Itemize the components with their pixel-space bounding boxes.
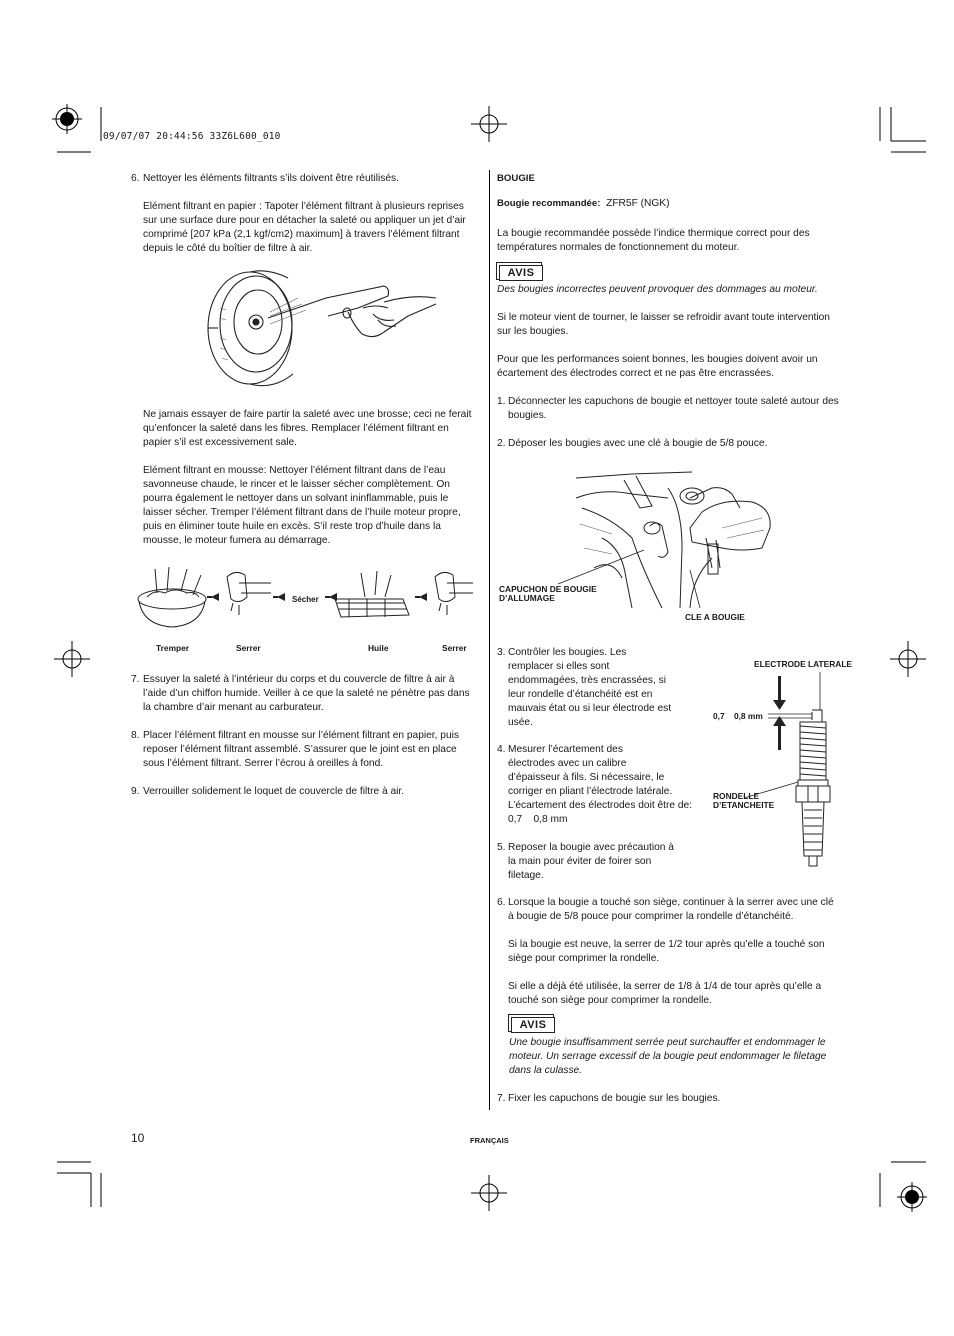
label-sealing-washer-line2: D’ETANCHEITE bbox=[713, 800, 775, 810]
text-line: siège pour comprimer la rondelle. bbox=[508, 953, 660, 964]
text-line: à bougie de 5/8 pouce pour comprimer la rondelle d’étanchéité. bbox=[508, 911, 794, 922]
text-line: Lorsque la bougie a touché son siège, continuer à la serrer avec une clé bbox=[508, 897, 834, 908]
section-heading: BOUGIE bbox=[497, 173, 535, 184]
text-line: Déposer les bougies avec une clé à bougie de 5/8 pouce. bbox=[508, 438, 768, 449]
text-line: comprimé [207 kPa (2,1 kgf/cm2) maximum] à travers l’élément filtrant bbox=[143, 229, 460, 240]
label-gap: 0,7 0,8 mm bbox=[713, 711, 763, 721]
text-line: corriger en pliant l’électrode latérale. bbox=[508, 786, 673, 797]
text-line: l’aide d’un chiffon humide. Veiller à ce que la saleté ne pénètre pas dans bbox=[143, 688, 470, 699]
text-line: mousse, le moteur fumera au démarrage. bbox=[143, 535, 331, 546]
step-number: 5. bbox=[497, 842, 506, 853]
step-number: 7. bbox=[497, 1093, 506, 1104]
crosshair-right bbox=[890, 641, 926, 677]
avis-text: Des bougies incorrectes peuvent provoquer des dommages au moteur. bbox=[497, 284, 818, 295]
step-number: 6. bbox=[497, 897, 506, 908]
gap-value: 0,7 0,8 mm bbox=[508, 814, 568, 825]
text-line: reposer l’élément filtrant assemblé. S’assurer que le joint est en place bbox=[143, 744, 457, 755]
text-line: savonneuse chaude, le rincer et le laisser sécher complètement. On bbox=[143, 479, 450, 490]
column-divider bbox=[489, 170, 490, 1110]
text-line: filetage. bbox=[508, 870, 544, 881]
text-line: Placer l’élément filtrant en mousse sur l’élément filtrant en papier, puis bbox=[143, 730, 459, 741]
recommended-plug bbox=[497, 197, 670, 211]
text-line: Si le moteur vient de tourner, le laisser se refroidir avant toute intervention bbox=[497, 312, 830, 323]
text-line: dans la culasse. bbox=[509, 1065, 583, 1076]
text-line: Elément filtrant en papier : Tapoter l’élément filtrant à plusieurs reprises bbox=[143, 201, 464, 212]
text-line: usée. bbox=[508, 717, 533, 728]
text-line: sous l’élément filtrant. Serrer l’écrou à oreilles à fond. bbox=[143, 758, 384, 769]
text-line: touché son siège pour comprimer la rondelle. bbox=[508, 995, 712, 1006]
text-line: laisser sécher. Tremper l’élément filtrant dans de l’huile moteur propre, bbox=[143, 507, 461, 518]
text-line: Fixer les capuchons de bougie sur les bougies. bbox=[508, 1093, 721, 1104]
leader-lines-fig1 bbox=[540, 550, 740, 610]
step-number: 7. bbox=[131, 674, 140, 685]
text-line: électrodes avec un calibre bbox=[508, 758, 627, 769]
step-number: 4. bbox=[497, 744, 506, 755]
text-line: sur une surface dure pour en détacher la saleté ou appliquer un jet d’air bbox=[143, 215, 466, 226]
step-number: 9. bbox=[131, 786, 140, 797]
text-line: depuis le côté du boîtier de filtre à air. bbox=[143, 243, 313, 254]
text-line: Une bougie insuffisamment serrée peut surchauffer et endommager le bbox=[509, 1037, 826, 1048]
text-line: Essuyer la saleté à l’intérieur du corps et du couvercle de filtre à air à bbox=[143, 674, 455, 685]
text-line: températures normales de fonctionnement du moteur. bbox=[497, 242, 740, 253]
text-line: remplacer si elles sont bbox=[508, 661, 610, 672]
print-timestamp: 09/07/07 20:44:56 33Z6L600_010 bbox=[103, 131, 281, 142]
text-line: la main pour éviter de foirer son bbox=[508, 856, 652, 867]
spark-plug-diagram bbox=[768, 670, 858, 870]
label-spark-plug-cap: CAPUCHON DE BOUGIE bbox=[499, 584, 597, 594]
text-line: Si elle a déjà été utilisée, la serrer de 1/8 à 1/4 de tour après qu’elle a bbox=[508, 981, 822, 992]
registration-target-bottom-right bbox=[897, 1182, 927, 1212]
label-sealing-washer: RONDELLE bbox=[713, 791, 760, 801]
step-number: 2. bbox=[497, 438, 506, 449]
text-line: mauvais état ou si leur électrode est bbox=[508, 703, 672, 714]
text-line: Pour que les performances soient bonnes, les bougies doivent avoir un bbox=[497, 354, 818, 365]
text-line: bougies. bbox=[508, 410, 547, 421]
air-filter-blowing-illustration bbox=[198, 268, 438, 398]
crosshair-top bbox=[471, 106, 507, 142]
text-line: Reposer la bougie avec précaution à bbox=[508, 842, 674, 853]
text-line: endommagées, très encrassées, si bbox=[508, 675, 666, 686]
label-serrer: Serrer bbox=[236, 643, 261, 653]
text-line: la chambre d’air menant au carburateur. bbox=[143, 702, 324, 713]
text-line: L’écartement des électrodes doit être de: bbox=[508, 800, 693, 811]
text-line: Ne jamais essayer de faire partir la saleté avec une brosse; ceci ne ferait bbox=[143, 409, 472, 420]
step-number: 8. bbox=[131, 730, 140, 741]
step-6-text: Nettoyer les éléments filtrants s’ils doivent être réutilisés. bbox=[143, 173, 399, 184]
text-line: moteur. Un serrage excessif de la bougie peut endommager le filetage bbox=[509, 1051, 827, 1062]
text-line: Elément filtrant en mousse: Nettoyer l’élément filtrant dans de l’eau bbox=[143, 465, 446, 476]
crosshair-left bbox=[54, 641, 90, 677]
crosshair-bottom bbox=[471, 1175, 507, 1211]
step-number: 1. bbox=[497, 396, 506, 407]
text-line: écartement des électrodes correct et ne pas être encrassées. bbox=[497, 368, 774, 379]
text-line: d’épaisseur à fils. Si nécessaire, le bbox=[508, 772, 665, 783]
text-line: qu’enfoncer la saleté dans les fibres. Remplacer l’élément filtrant en bbox=[143, 423, 449, 434]
step-number: 3. bbox=[497, 647, 506, 658]
label-side-electrode: ELECTRODE LATERALE bbox=[754, 659, 853, 669]
text-line: Mesurer l’écartement des bbox=[508, 744, 623, 755]
text-line: leur rondelle d’étanchéité est en bbox=[508, 689, 653, 700]
language-label: FRANÇAIS bbox=[470, 1136, 509, 1145]
text-line: pourra également le nettoyer dans un solvant ininflammable, puis le bbox=[143, 493, 449, 504]
avis-badge: AVIS bbox=[499, 265, 543, 281]
page-number: 10 bbox=[131, 1131, 145, 1145]
text-line: Déconnecter les capuchons de bougie et nettoyer toute saleté autour des bbox=[508, 396, 839, 407]
text-line: puis en éliminer toute huile en excès. S’il reste trop d’huile dans la bbox=[143, 521, 441, 532]
text-line: Verrouiller solidement le loquet de couvercle de filtre à air. bbox=[143, 786, 405, 797]
label-huile: Huile bbox=[368, 643, 389, 653]
label-secher: Sécher bbox=[292, 595, 319, 604]
step-number: 6. bbox=[131, 173, 140, 184]
label-plug-wrench: CLE A BOUGIE bbox=[685, 612, 745, 622]
label-serrer: Serrer bbox=[442, 643, 467, 653]
label-tremper: Tremper bbox=[156, 643, 190, 653]
recommended-value: ZFR5F (NGK) bbox=[606, 198, 670, 209]
text-line: Si la bougie est neuve, la serrer de 1/2 tour après qu’elle a touché son bbox=[508, 939, 825, 950]
text-line: papier s’il est excessivement sale. bbox=[143, 437, 298, 448]
text-line: sur les bougies. bbox=[497, 326, 569, 337]
registration-target-top-left bbox=[52, 104, 82, 134]
avis-badge: AVIS bbox=[511, 1017, 555, 1033]
recommended-label: Bougie recommandée: bbox=[497, 198, 601, 209]
label-spark-plug-cap-line2: D’ALLUMAGE bbox=[499, 593, 555, 603]
text-line: Contrôler les bougies. Les bbox=[508, 647, 627, 658]
text-line: La bougie recommandée possède l’indice thermique correct pour des bbox=[497, 228, 810, 239]
